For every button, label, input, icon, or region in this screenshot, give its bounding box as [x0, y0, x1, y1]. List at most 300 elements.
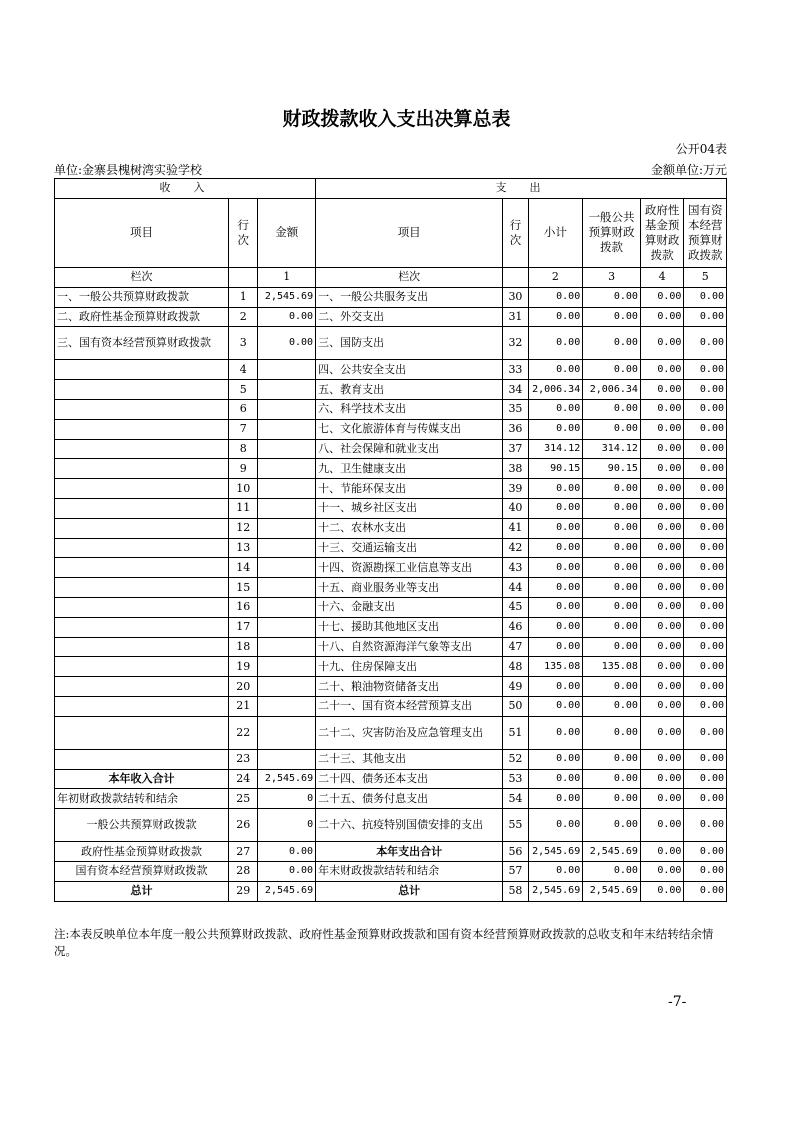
expense-state: 0.00	[684, 749, 727, 769]
expense-line: 44	[503, 578, 528, 598]
expense-line: 35	[503, 399, 528, 419]
expense-subtotal: 0.00	[528, 696, 583, 716]
income-item	[55, 538, 229, 558]
expense-state: 0.00	[684, 380, 727, 400]
income-amount	[258, 716, 316, 749]
expense-line: 37	[503, 439, 528, 459]
expense-subtotal: 314.12	[528, 439, 583, 459]
expense-item: 二十一、国有资本经营预算支出	[316, 696, 503, 716]
expense-line: 58	[503, 881, 528, 901]
expense-general: 90.15	[583, 459, 641, 479]
expense-line: 53	[503, 769, 528, 789]
expense-subtotal: 0.00	[528, 789, 583, 809]
header-line: 行 次	[229, 198, 258, 267]
expense-item: 二、外交支出	[316, 307, 503, 327]
expense-state: 0.00	[684, 769, 727, 789]
col-1: 1	[258, 267, 316, 287]
expense-general: 0.00	[583, 518, 641, 538]
income-item	[55, 578, 229, 598]
table-row	[55, 327, 727, 360]
table-row	[55, 498, 727, 518]
expense-state: 0.00	[684, 538, 727, 558]
expense-state: 0.00	[684, 809, 727, 842]
expense-line: 56	[503, 842, 528, 862]
income-amount	[258, 538, 316, 558]
expense-fund: 0.00	[640, 479, 684, 499]
income-amount	[258, 439, 316, 459]
expense-fund: 0.00	[640, 861, 684, 881]
income-line: 22	[229, 716, 258, 749]
expense-state: 0.00	[684, 459, 727, 479]
unit-label: 单位:金寨县槐树湾实验学校	[54, 163, 203, 177]
expense-section-header: 支 出	[316, 179, 727, 199]
expense-state: 0.00	[684, 789, 727, 809]
income-line: 4	[229, 360, 258, 380]
expense-subtotal: 2,006.34	[528, 380, 583, 400]
page-title: 财政拨款收入支出决算总表	[282, 108, 511, 130]
expense-fund: 0.00	[640, 307, 684, 327]
expense-fund: 0.00	[640, 518, 684, 538]
income-amount	[258, 380, 316, 400]
expense-line: 51	[503, 716, 528, 749]
footnote: 注:本表反映单位本年度一般公共预算财政拨款、政府性基金预算财政拨款和国有资本经营预算财政拨款的总收支和年末结转结余情况。	[54, 927, 714, 958]
expense-item: 本年支出合计	[316, 842, 503, 862]
table-row	[55, 842, 727, 862]
income-line: 18	[229, 637, 258, 657]
income-line: 27	[229, 842, 258, 862]
income-amount	[258, 498, 316, 518]
income-line: 21	[229, 696, 258, 716]
income-amount	[258, 459, 316, 479]
table-row	[55, 307, 727, 327]
expense-item: 二十三、其他支出	[316, 749, 503, 769]
expense-item: 十五、商业服务业等支出	[316, 578, 503, 598]
expense-subtotal: 0.00	[528, 287, 583, 307]
expense-state: 0.00	[684, 696, 727, 716]
expense-line: 52	[503, 749, 528, 769]
table-row	[55, 360, 727, 380]
expense-general: 0.00	[583, 498, 641, 518]
expense-fund: 0.00	[640, 578, 684, 598]
expense-fund: 0.00	[640, 769, 684, 789]
income-item: 本年收入合计	[55, 769, 229, 789]
income-item: 政府性基金预算财政拨款	[55, 842, 229, 862]
expense-subtotal: 0.00	[528, 861, 583, 881]
income-item	[55, 716, 229, 749]
expense-fund: 0.00	[640, 677, 684, 697]
table-row	[55, 380, 727, 400]
table-row	[55, 479, 727, 499]
expense-general: 0.00	[583, 861, 641, 881]
money-unit-label: 金额单位:万元	[650, 163, 727, 177]
table-row	[55, 518, 727, 538]
expense-fund: 0.00	[640, 498, 684, 518]
expense-item: 二十二、灾害防治及应急管理支出	[316, 716, 503, 749]
income-item: 总计	[55, 881, 229, 901]
income-line: 10	[229, 479, 258, 499]
expense-line: 57	[503, 861, 528, 881]
expense-item: 九、卫生健康支出	[316, 459, 503, 479]
col-blank	[229, 267, 258, 287]
expense-subtotal: 0.00	[528, 498, 583, 518]
income-line: 2	[229, 307, 258, 327]
expense-general: 0.00	[583, 749, 641, 769]
expense-fund: 0.00	[640, 716, 684, 749]
header-item-expense: 项目	[316, 198, 503, 267]
expense-general: 0.00	[583, 696, 641, 716]
expense-item: 十九、住房保障支出	[316, 657, 503, 677]
expense-state: 0.00	[684, 881, 727, 901]
expense-line: 54	[503, 789, 528, 809]
income-item	[55, 617, 229, 637]
income-amount	[258, 558, 316, 578]
income-amount: 0.00	[258, 861, 316, 881]
expense-item: 一、一般公共服务支出	[316, 287, 503, 307]
col-label: 栏次	[55, 267, 229, 287]
expense-item: 五、教育支出	[316, 380, 503, 400]
income-item	[55, 657, 229, 677]
expense-state: 0.00	[684, 677, 727, 697]
income-line: 29	[229, 881, 258, 901]
income-amount: 2,545.69	[258, 287, 316, 307]
header-fund-budget: 政府性 基金预 算财政 拨款	[640, 198, 684, 267]
income-item: 三、国有资本经营预算财政拨款	[55, 327, 229, 360]
table-row	[55, 459, 727, 479]
income-item	[55, 558, 229, 578]
expense-general: 0.00	[583, 578, 641, 598]
header-state-capital: 国有资 本经营 预算财 政拨款	[684, 198, 727, 267]
header-general-budget: 一般公共 预算财政 拨款	[583, 198, 641, 267]
income-item: 国有资本经营预算财政拨款	[55, 861, 229, 881]
form-number: 公开04表	[675, 142, 727, 156]
income-amount	[258, 696, 316, 716]
expense-general: 0.00	[583, 419, 641, 439]
expense-subtotal: 135.08	[528, 657, 583, 677]
expense-line: 33	[503, 360, 528, 380]
income-amount	[258, 749, 316, 769]
income-item	[55, 749, 229, 769]
col-2: 2	[528, 267, 583, 287]
expense-state: 0.00	[684, 637, 727, 657]
expense-subtotal: 0.00	[528, 360, 583, 380]
expense-general: 0.00	[583, 479, 641, 499]
income-item	[55, 360, 229, 380]
table-row	[55, 769, 727, 789]
expense-state: 0.00	[684, 558, 727, 578]
income-amount	[258, 518, 316, 538]
income-amount	[258, 360, 316, 380]
expense-general: 0.00	[583, 597, 641, 617]
expense-subtotal: 0.00	[528, 518, 583, 538]
expense-general: 0.00	[583, 307, 641, 327]
expense-fund: 0.00	[640, 657, 684, 677]
income-amount: 0.00	[258, 307, 316, 327]
expense-item: 二十、粮油物资储备支出	[316, 677, 503, 697]
expense-item: 十七、援助其他地区支出	[316, 617, 503, 637]
table-row	[55, 809, 727, 842]
col-label-expense: 栏次	[316, 267, 503, 287]
income-amount: 0.00	[258, 842, 316, 862]
expense-item: 十、节能环保支出	[316, 479, 503, 499]
expense-general: 0.00	[583, 399, 641, 419]
expense-subtotal: 0.00	[528, 399, 583, 419]
table-row	[55, 597, 727, 617]
col-5: 5	[684, 267, 727, 287]
income-item	[55, 696, 229, 716]
expense-subtotal: 0.00	[528, 307, 583, 327]
expense-general: 0.00	[583, 558, 641, 578]
income-line: 7	[229, 419, 258, 439]
income-amount: 2,545.69	[258, 881, 316, 901]
expense-subtotal: 0.00	[528, 419, 583, 439]
col-blank-expense	[503, 267, 528, 287]
expense-general: 0.00	[583, 538, 641, 558]
expense-state: 0.00	[684, 360, 727, 380]
income-line: 8	[229, 439, 258, 459]
expense-subtotal: 0.00	[528, 479, 583, 499]
income-item	[55, 439, 229, 459]
expense-subtotal: 0.00	[528, 769, 583, 789]
expense-line: 49	[503, 677, 528, 697]
income-line: 26	[229, 809, 258, 842]
income-line: 20	[229, 677, 258, 697]
income-amount: 0	[258, 809, 316, 842]
income-item	[55, 419, 229, 439]
income-amount	[258, 657, 316, 677]
expense-general: 0.00	[583, 360, 641, 380]
table-row	[55, 657, 727, 677]
expense-general: 0.00	[583, 327, 641, 360]
expense-fund: 0.00	[640, 327, 684, 360]
expense-subtotal: 0.00	[528, 327, 583, 360]
expense-subtotal: 0.00	[528, 558, 583, 578]
expense-fund: 0.00	[640, 696, 684, 716]
income-item	[55, 459, 229, 479]
budget-summary-table	[54, 178, 727, 902]
table-row	[55, 677, 727, 697]
expense-fund: 0.00	[640, 419, 684, 439]
expense-fund: 0.00	[640, 538, 684, 558]
income-item	[55, 498, 229, 518]
expense-subtotal: 2,545.69	[528, 842, 583, 862]
expense-fund: 0.00	[640, 287, 684, 307]
expense-state: 0.00	[684, 439, 727, 459]
expense-fund: 0.00	[640, 360, 684, 380]
expense-state: 0.00	[684, 419, 727, 439]
expense-subtotal: 0.00	[528, 538, 583, 558]
expense-state: 0.00	[684, 842, 727, 862]
table-row	[55, 419, 727, 439]
income-line: 1	[229, 287, 258, 307]
income-line: 15	[229, 578, 258, 598]
table-row	[55, 558, 727, 578]
expense-line: 40	[503, 498, 528, 518]
table-row	[55, 617, 727, 637]
expense-general: 0.00	[583, 769, 641, 789]
header-line-expense: 行 次	[503, 198, 528, 267]
expense-subtotal: 0.00	[528, 716, 583, 749]
expense-state: 0.00	[684, 479, 727, 499]
expense-line: 31	[503, 307, 528, 327]
expense-item: 六、科学技术支出	[316, 399, 503, 419]
expense-line: 32	[503, 327, 528, 360]
income-item	[55, 399, 229, 419]
expense-item: 七、文化旅游体育与传媒支出	[316, 419, 503, 439]
expense-general: 0.00	[583, 809, 641, 842]
income-line: 3	[229, 327, 258, 360]
expense-general: 0.00	[583, 287, 641, 307]
expense-fund: 0.00	[640, 881, 684, 901]
expense-line: 43	[503, 558, 528, 578]
expense-general: 0.00	[583, 789, 641, 809]
income-amount	[258, 637, 316, 657]
expense-state: 0.00	[684, 617, 727, 637]
income-line: 9	[229, 459, 258, 479]
expense-fund: 0.00	[640, 459, 684, 479]
income-line: 24	[229, 769, 258, 789]
expense-fund: 0.00	[640, 842, 684, 862]
expense-item: 三、国防支出	[316, 327, 503, 360]
income-amount	[258, 419, 316, 439]
page-number: -7-	[668, 994, 687, 1010]
income-line: 5	[229, 380, 258, 400]
income-item	[55, 518, 229, 538]
expense-state: 0.00	[684, 657, 727, 677]
income-amount	[258, 677, 316, 697]
expense-state: 0.00	[684, 327, 727, 360]
income-line: 6	[229, 399, 258, 419]
table-row	[55, 861, 727, 881]
expense-subtotal: 0.00	[528, 749, 583, 769]
table-row	[55, 696, 727, 716]
expense-general: 2,545.69	[583, 842, 641, 862]
expense-subtotal: 90.15	[528, 459, 583, 479]
expense-fund: 0.00	[640, 399, 684, 419]
col-3: 3	[583, 267, 641, 287]
expense-fund: 0.00	[640, 597, 684, 617]
income-item	[55, 637, 229, 657]
expense-item: 十八、自然资源海洋气象等支出	[316, 637, 503, 657]
header-item: 项目	[55, 198, 229, 267]
expense-subtotal: 0.00	[528, 617, 583, 637]
income-amount: 0	[258, 789, 316, 809]
expense-general: 2,006.34	[583, 380, 641, 400]
income-amount	[258, 479, 316, 499]
expense-fund: 0.00	[640, 637, 684, 657]
expense-item: 二十五、债务付息支出	[316, 789, 503, 809]
income-item	[55, 597, 229, 617]
expense-fund: 0.00	[640, 558, 684, 578]
expense-state: 0.00	[684, 307, 727, 327]
table-row	[55, 439, 727, 459]
header-amount: 金额	[258, 198, 316, 267]
expense-general: 2,545.69	[583, 881, 641, 901]
expense-fund: 0.00	[640, 439, 684, 459]
income-item: 年初财政拨款结转和结余	[55, 789, 229, 809]
expense-item: 十一、城乡社区支出	[316, 498, 503, 518]
table-row	[55, 637, 727, 657]
expense-subtotal: 0.00	[528, 597, 583, 617]
income-amount	[258, 578, 316, 598]
income-line: 16	[229, 597, 258, 617]
expense-fund: 0.00	[640, 789, 684, 809]
expense-state: 0.00	[684, 861, 727, 881]
expense-line: 36	[503, 419, 528, 439]
expense-general: 135.08	[583, 657, 641, 677]
expense-item: 八、社会保障和就业支出	[316, 439, 503, 459]
expense-line: 50	[503, 696, 528, 716]
income-line: 23	[229, 749, 258, 769]
expense-line: 55	[503, 809, 528, 842]
income-item: 二、政府性基金预算财政拨款	[55, 307, 229, 327]
expense-fund: 0.00	[640, 617, 684, 637]
expense-line: 42	[503, 538, 528, 558]
expense-state: 0.00	[684, 399, 727, 419]
expense-line: 47	[503, 637, 528, 657]
expense-line: 48	[503, 657, 528, 677]
table-row	[55, 399, 727, 419]
income-item	[55, 677, 229, 697]
table-row	[55, 789, 727, 809]
income-item	[55, 380, 229, 400]
income-section-header: 收 入	[55, 179, 316, 199]
expense-item: 二十四、债务还本支出	[316, 769, 503, 789]
expense-item: 四、公共安全支出	[316, 360, 503, 380]
expense-line: 46	[503, 617, 528, 637]
expense-state: 0.00	[684, 716, 727, 749]
table-row	[55, 749, 727, 769]
expense-state: 0.00	[684, 597, 727, 617]
table-row	[55, 578, 727, 598]
income-line: 14	[229, 558, 258, 578]
expense-subtotal: 2,545.69	[528, 881, 583, 901]
expense-general: 0.00	[583, 677, 641, 697]
expense-line: 34	[503, 380, 528, 400]
expense-subtotal: 0.00	[528, 677, 583, 697]
table-row	[55, 716, 727, 749]
income-item: 一、一般公共预算财政拨款	[55, 287, 229, 307]
expense-line: 30	[503, 287, 528, 307]
expense-line: 38	[503, 459, 528, 479]
income-line: 28	[229, 861, 258, 881]
expense-fund: 0.00	[640, 809, 684, 842]
expense-subtotal: 0.00	[528, 578, 583, 598]
col-4: 4	[640, 267, 684, 287]
expense-item: 十三、交通运输支出	[316, 538, 503, 558]
expense-state: 0.00	[684, 578, 727, 598]
expense-item: 十四、资源勘探工业信息等支出	[316, 558, 503, 578]
income-amount	[258, 597, 316, 617]
income-item	[55, 479, 229, 499]
expense-line: 45	[503, 597, 528, 617]
income-amount: 0.00	[258, 327, 316, 360]
expense-item: 十六、金融支出	[316, 597, 503, 617]
expense-state: 0.00	[684, 518, 727, 538]
income-item: 一般公共预算财政拨款	[55, 809, 229, 842]
expense-fund: 0.00	[640, 749, 684, 769]
expense-general: 314.12	[583, 439, 641, 459]
income-line: 13	[229, 538, 258, 558]
table-row	[55, 538, 727, 558]
income-line: 17	[229, 617, 258, 637]
expense-subtotal: 0.00	[528, 637, 583, 657]
income-amount: 2,545.69	[258, 769, 316, 789]
expense-general: 0.00	[583, 637, 641, 657]
header-subtotal: 小计	[528, 198, 583, 267]
expense-general: 0.00	[583, 617, 641, 637]
table-row	[55, 287, 727, 307]
expense-line: 39	[503, 479, 528, 499]
